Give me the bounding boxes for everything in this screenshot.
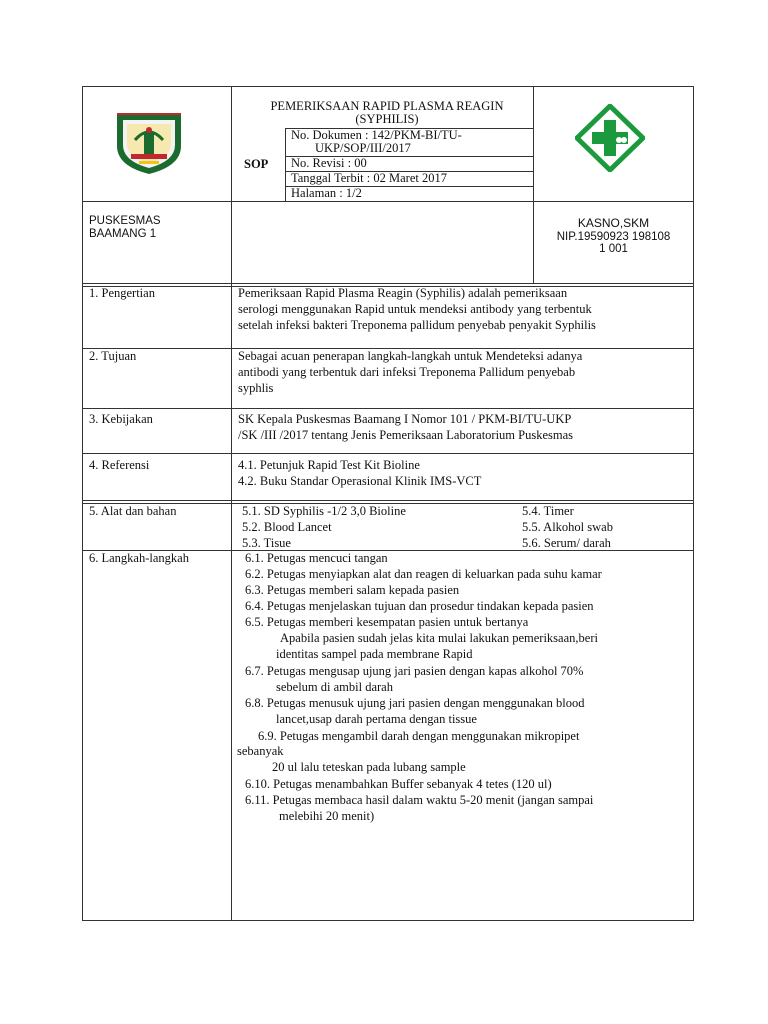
kebijakan-line: /SK /III /2017 tentang Jenis Pemeriksaan Laboratorium Puskesmas [238,428,574,442]
step-item: 6.5. Petugas memberi kesempatan pasien untuk bertanya [245,615,529,629]
pengertian-line: setelah infeksi bakteri Treponema pallidum penyebab penyakit Syphilis [238,318,596,332]
section-label-langkah: 6. Langkah-langkah [89,551,189,565]
step-item: sebelum di ambil darah [276,680,393,694]
head-name: KASNO,SKM [577,216,650,230]
regional-crest-icon [113,110,185,176]
step-item: melebihi 20 menit) [279,809,375,823]
step-item: lancet,usap darah pertama dengan tissue [276,712,477,726]
page-number: Halaman : 1/2 [291,186,362,200]
section-label-kebijakan: 3. Kebijakan [89,412,153,426]
section-label-alat: 5. Alat dan bahan [89,504,177,518]
alat-item: 5.1. SD Syphilis -1/2 3,0 Bioline [242,504,406,518]
referensi-item: 4.1. Petunjuk Rapid Test Kit Bioline [238,458,420,472]
step-item: 6.11. Petugas membaca hasil dalam waktu 5-20 menit (jangan sampai [245,793,594,807]
doc-number-line1: No. Dokumen : 142/PKM-BI/TU- [291,128,462,142]
issue-date: Tanggal Terbit : 02 Maret 2017 [291,171,447,185]
step-item: identitas sampel pada membrane Rapid [276,647,473,661]
pengertian-line: Pemeriksaan Rapid Plasma Reagin (Syphilis) adalah pemeriksaan [238,286,568,300]
section-label-referensi: 4. Referensi [89,458,150,472]
step-item: 6.10. Petugas menambahkan Buffer sebanyak 4 tetes (120 ul) [245,777,552,791]
section-label-tujuan: 2. Tujuan [89,349,137,363]
green-cross-logo-icon [575,104,645,172]
step-item: 20 ul lalu teteskan pada lubang sample [272,760,466,774]
step-item: 6.4. Petugas menjelaskan tujuan dan prosedur tindakan kepada pasien [245,599,594,613]
doc-number-line2: UKP/SOP/III/2017 [315,141,411,155]
head-nip-line1: NIP.19590923 198108 [556,231,671,243]
alat-item: 5.6. Serum/ darah [522,536,611,550]
alat-item: 5.5. Alkohol swab [522,520,613,534]
step-item: sebanyak [237,744,284,758]
sop-label: SOP [244,157,269,171]
step-item: 6.1. Petugas mencuci tangan [245,551,388,565]
step-item: 6.2. Petugas menyiapkan alat dan reagen di keluarkan pada suhu kamar [245,567,602,581]
alat-item: 5.4. Timer [522,504,574,518]
step-item: 6.9. Petugas mengambil darah dengan menggunakan mikropipet [258,729,580,743]
section-label-pengertian: 1. Pengertian [89,286,155,300]
step-item: 6.7. Petugas mengusap ujung jari pasien dengan kapas alkohol 70% [245,664,584,678]
alat-item: 5.3. Tisue [242,536,291,550]
kebijakan-line: SK Kepala Puskesmas Baamang I Nomor 101 / PKM-BI/TU-UKP [238,412,572,426]
revision-number: No. Revisi : 00 [291,156,367,170]
document-title-line2: (SYPHILIS) [355,112,419,126]
document-title-line1: PEMERIKSAAN RAPID PLASMA REAGIN [270,99,504,113]
referensi-item: 4.2. Buku Standar Operasional Klinik IMS-VCT [238,474,482,488]
org-name-line2: BAAMANG 1 [89,228,157,240]
tujuan-line: antibodi yang terbentuk dari infeksi Treponema Pallidum penyebab [238,365,576,379]
pengertian-line: serologi menggunakan Rapid untuk mendeksi antibody yang terbentuk [238,302,592,316]
org-name-line1: PUSKESMAS [89,215,161,227]
head-nip-line2: 1 001 [599,243,628,255]
alat-item: 5.2. Blood Lancet [242,520,332,534]
step-item: 6.3. Petugas memberi salam kepada pasien [245,583,460,597]
tujuan-line: Sebagai acuan penerapan langkah-langkah untuk Mendeteksi adanya [238,349,583,363]
step-item: 6.8. Petugas menusuk ujung jari pasien dengan menggunakan blood [245,696,585,710]
step-item: Apabila pasien sudah jelas kita mulai lakukan pemeriksaan,beri [280,631,598,645]
tujuan-line: syphlis [238,381,274,395]
